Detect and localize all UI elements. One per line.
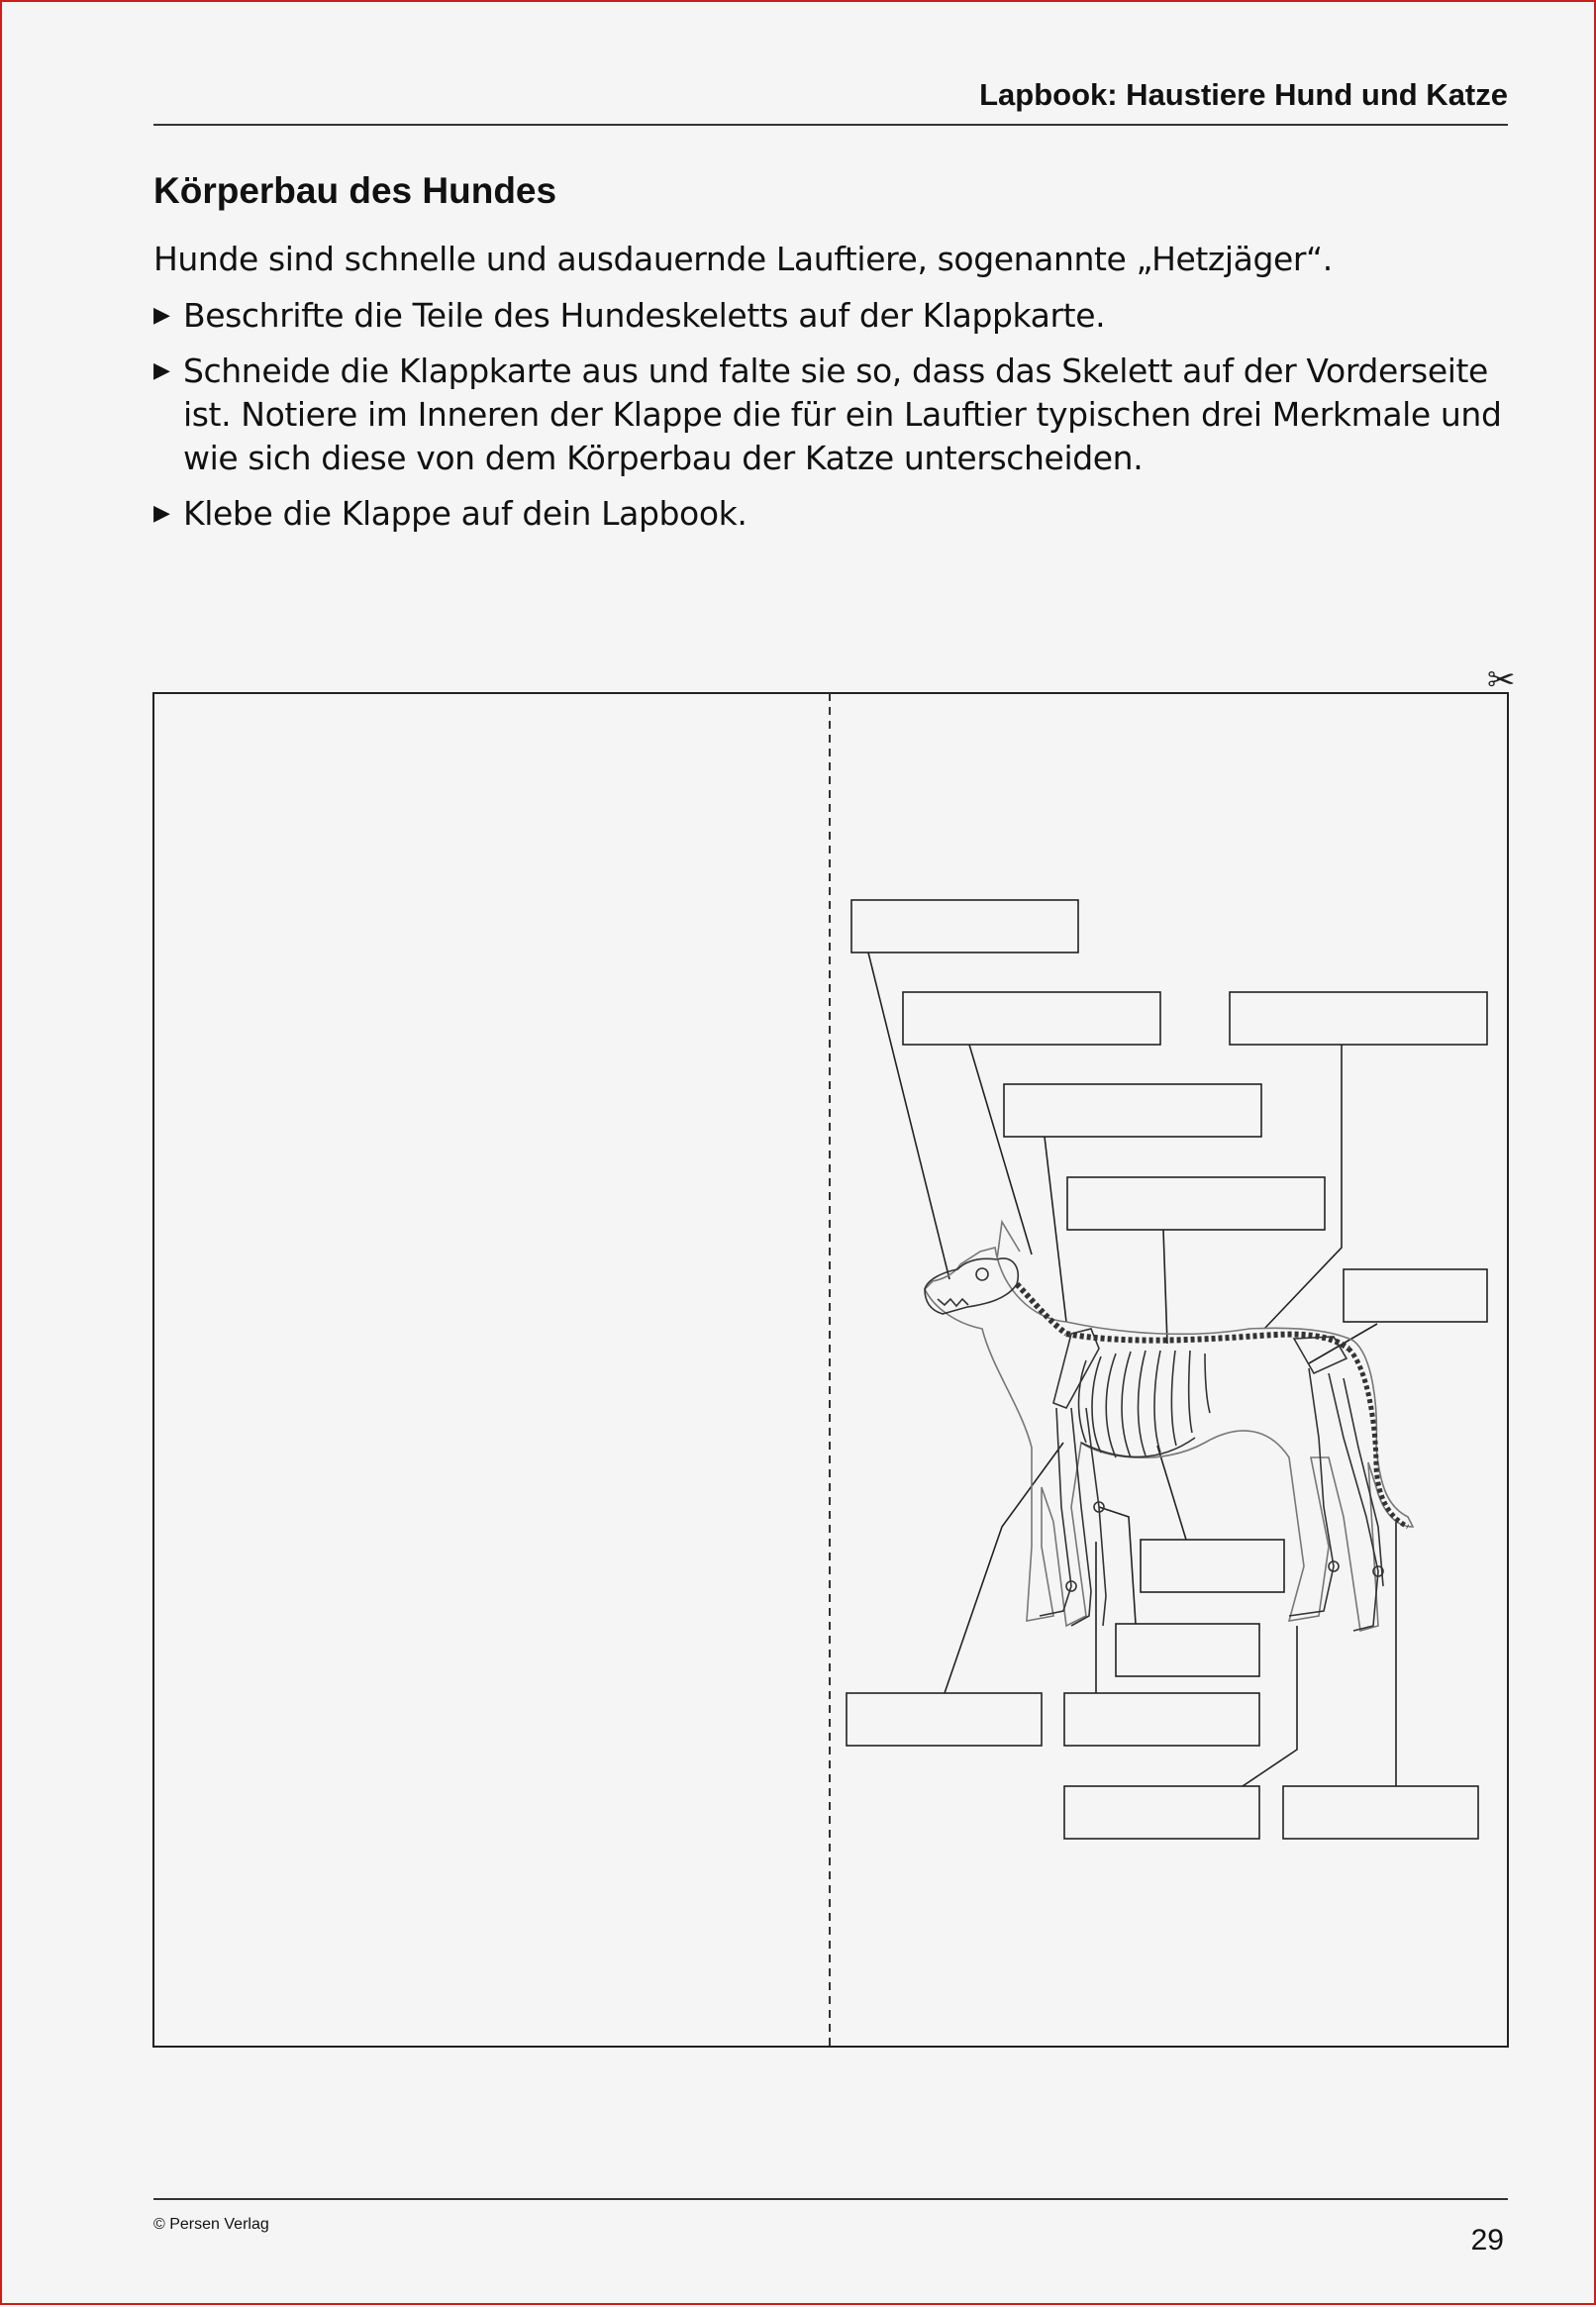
ear (997, 1222, 1020, 1259)
label-box[interactable] (1004, 1084, 1261, 1137)
eye-socket (976, 1268, 988, 1280)
running-title: Lapbook: Haustiere Hund und Katze (979, 77, 1508, 112)
leader-line (1157, 1446, 1186, 1540)
label-box[interactable] (1283, 1786, 1478, 1839)
label-box[interactable] (1141, 1540, 1284, 1592)
task-text: Klebe die Klappe auf dein Lapbook. (183, 494, 748, 533)
intro-text: Hunde sind schnelle und ausdauernde Lauftiere, sogenannte „Hetzjäger“. (153, 240, 1333, 278)
scissors-icon: ✂ (1487, 660, 1516, 700)
label-box[interactable] (1116, 1624, 1259, 1676)
card-outline (153, 693, 1508, 2047)
task-text: Schneide die Klappkarte aus und falte sie so, dass das Skelett auf der Vorderseite ist. Notiere im Inneren der Klappe die für ein Lauftier typischen drei Merkmale und wie sich diese von dem Körperbau der Katze unterscheiden. (183, 351, 1502, 477)
teeth (938, 1299, 968, 1306)
copyright: © Persen Verlag (153, 2216, 269, 2233)
label-box[interactable] (1067, 1177, 1325, 1230)
rib-cage (1079, 1351, 1211, 1457)
task-text: Beschrifte die Teile des Hundeskeletts auf der Klappkarte. (183, 296, 1106, 335)
triangle-bullet-icon: ▶ (153, 358, 170, 383)
label-box[interactable] (903, 992, 1160, 1045)
label-boxes (847, 900, 1487, 1839)
skull (925, 1258, 1018, 1314)
triangle-bullet-icon: ▶ (153, 501, 170, 526)
label-box[interactable] (1344, 1269, 1487, 1322)
label-box[interactable] (851, 900, 1078, 953)
label-box[interactable] (1064, 1693, 1259, 1746)
fold-card (2, 2, 1596, 2307)
front-leg (1071, 1408, 1091, 1626)
label-box[interactable] (847, 1693, 1042, 1746)
hind-leg-femur (1289, 1368, 1334, 1616)
leader-line (1163, 1230, 1167, 1344)
neck-vertebrae (1017, 1284, 1066, 1334)
page-title: Körperbau des Hundes (153, 170, 557, 211)
label-box[interactable] (1230, 992, 1487, 1045)
footer-rule (153, 2198, 1508, 2200)
tail-vertebrae (1348, 1349, 1408, 1527)
page-number: 29 (1470, 2224, 1504, 2257)
leader-line (1045, 1137, 1066, 1322)
label-box[interactable] (1064, 1786, 1259, 1839)
spine (1066, 1334, 1348, 1349)
leader-line (969, 1045, 1032, 1254)
triangle-bullet-icon: ▶ (153, 303, 170, 328)
